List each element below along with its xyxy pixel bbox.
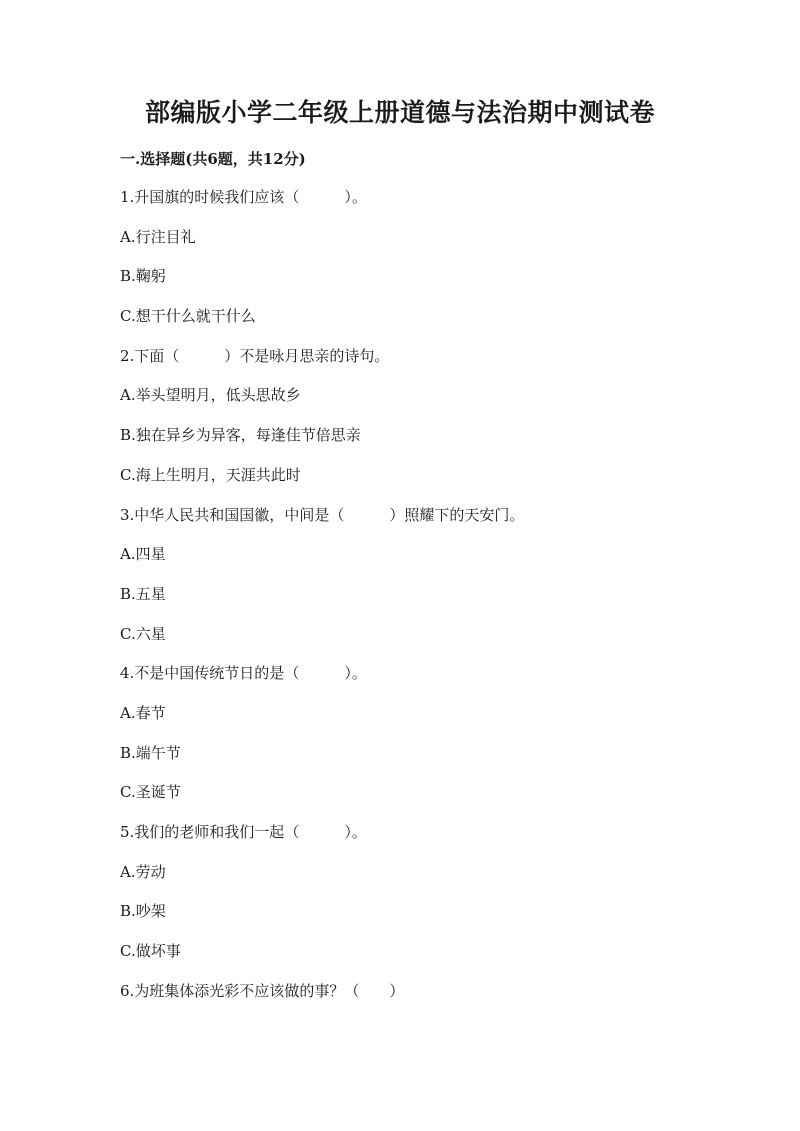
- question-4: 4.不是中国传统节日的是（ ）。: [120, 664, 367, 683]
- question-1-option-a: A.行注目礼: [120, 227, 196, 246]
- question-2-option-c: C.海上生明月，天涯共此时: [120, 465, 301, 484]
- question-1-option-b: B.鞠躬: [120, 267, 166, 286]
- question-3: 3.中华人民共和国国徽，中间是（ ）照耀下的天安门。: [120, 505, 525, 524]
- question-2: 2.下面（ ）不是咏月思亲的诗句。: [120, 346, 390, 365]
- question-5: 5.我们的老师和我们一起（ ）。: [120, 823, 367, 841]
- question-2-option-b: B.独在异乡为异客，每逢佳节倍思亲: [120, 426, 361, 445]
- question-1-option-c: C.想干什么就干什么: [120, 307, 256, 326]
- question-4-option-b: B.端午节: [120, 743, 181, 762]
- question-6: 6.为班集体添光彩不应该做的事？（ ）: [120, 981, 405, 1000]
- question-3-option-a: A.四星: [120, 545, 166, 564]
- question-3-option-c: C.六星: [120, 624, 166, 643]
- question-4-option-c: C.圣诞节: [120, 783, 181, 802]
- page-title: 部编版小学二年级上册道德与法治期中测试卷: [144, 98, 655, 127]
- question-3-option-b: B.五星: [120, 584, 166, 603]
- question-5-option-a: A.劳动: [120, 862, 166, 881]
- section-heading: 一.选择题(共6题，共12分): [120, 150, 306, 168]
- question-5-option-b: B.吵架: [120, 902, 166, 921]
- question-list: [120, 182, 720, 1015]
- question-1: 1.升国旗的时候我们应该（ ）。: [120, 188, 367, 206]
- question-2-option-a: A.举头望明月，低头思故乡: [120, 386, 301, 405]
- question-5-option-c: C.做坏事: [120, 942, 181, 961]
- question-4-option-a: A.春节: [120, 703, 166, 722]
